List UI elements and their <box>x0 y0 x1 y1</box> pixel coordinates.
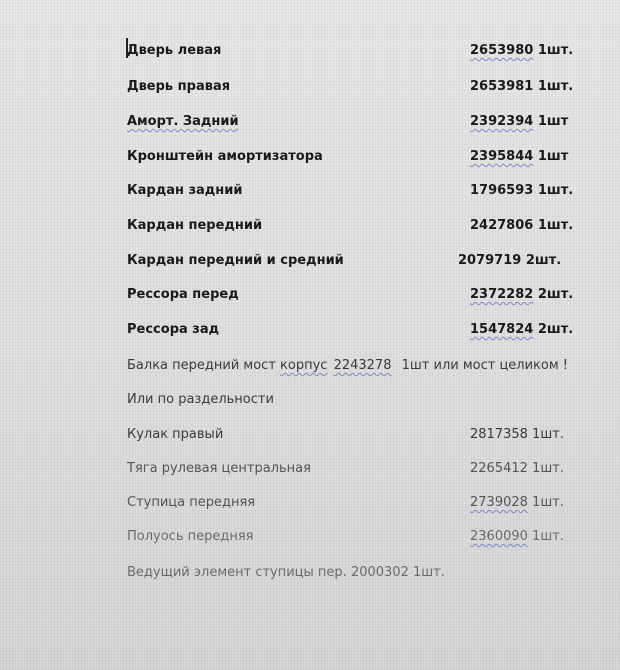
part-value <box>470 526 564 548</box>
part-name: Полуось передняя <box>127 529 254 544</box>
item-name: Кардан задний <box>127 183 243 198</box>
item-code: 1796593 <box>470 183 534 198</box>
item-qty: 2шт. <box>537 287 574 302</box>
item-qty: 1шт <box>537 149 569 164</box>
item-name: Дверь левая <box>127 43 222 58</box>
item-value <box>470 319 573 341</box>
item-qty: 1шт. <box>537 43 574 58</box>
balka-code: 2243278 <box>333 358 392 373</box>
item-value <box>470 180 573 202</box>
balka-prefix: Балка передний мост <box>127 358 281 373</box>
list-item <box>127 250 562 272</box>
list-item <box>127 458 564 480</box>
list-item <box>127 492 564 514</box>
last-line: Ведущий элемент ступицы пер. 2000302 1шт. <box>127 565 445 580</box>
list-item <box>127 76 574 98</box>
part-name: Ступица передняя <box>127 495 256 510</box>
list-item <box>127 111 569 133</box>
list-item <box>127 180 574 202</box>
item-code: 2653981 <box>470 79 534 94</box>
item-name: Кардан передний и средний <box>127 253 344 268</box>
list-item <box>127 146 569 168</box>
part-code: 2360090 <box>470 529 528 544</box>
item-qty: 1шт. <box>537 183 574 198</box>
item-name: Кардан передний <box>127 218 263 233</box>
part-code: 2265412 <box>470 461 528 476</box>
item-value <box>470 40 573 62</box>
part-code: 2817358 <box>470 427 528 442</box>
part-code: 2739028 <box>470 495 528 510</box>
item-value <box>470 284 573 306</box>
item-name: Дверь правая <box>127 79 231 94</box>
list-item <box>127 526 564 548</box>
item-code: 1547824 <box>470 322 534 337</box>
item-name: Рессора перед <box>127 287 239 302</box>
part-value <box>470 492 564 514</box>
item-value <box>470 146 568 168</box>
part-qty: 1шт. <box>532 461 564 476</box>
item-code: 2653980 <box>470 43 534 58</box>
list-item <box>127 424 564 446</box>
item-code: 2395844 <box>470 149 534 164</box>
item-code: 2372282 <box>470 287 534 302</box>
part-name: Кулак правый <box>127 427 224 442</box>
item-name: Рессора зад <box>127 322 220 337</box>
balka-suffix: 1шт или мост целиком ! <box>401 358 569 373</box>
list-item <box>127 215 574 237</box>
item-value <box>470 111 568 133</box>
part-value <box>470 424 564 446</box>
part-qty: 1шт. <box>532 529 564 544</box>
item-code: 2427806 <box>470 218 534 233</box>
part-qty: 1шт. <box>532 495 564 510</box>
list-item <box>127 40 574 62</box>
list-item <box>127 319 574 341</box>
item-code: 2079719 <box>458 253 522 268</box>
item-qty: 2шт. <box>537 322 574 337</box>
list-item <box>127 284 574 306</box>
item-code: 2392394 <box>470 114 534 129</box>
item-qty: 1шт. <box>537 79 574 94</box>
item-qty: 1шт. <box>537 218 574 233</box>
item-name: Аморт. Задний <box>127 114 239 129</box>
balka-word: корпус <box>280 358 328 373</box>
part-value <box>470 458 564 480</box>
part-qty: 1шт. <box>532 427 564 442</box>
item-value <box>458 250 561 272</box>
item-qty: 2шт. <box>525 253 562 268</box>
item-value <box>470 215 573 237</box>
subtitle: Или по раздельности <box>127 392 274 407</box>
part-name: Тяга рулевая центральная <box>127 461 311 476</box>
balka-line <box>127 355 568 377</box>
item-value <box>470 76 573 98</box>
item-qty: 1шт <box>537 114 569 129</box>
item-name: Кронштейн амортизатора <box>127 149 323 164</box>
